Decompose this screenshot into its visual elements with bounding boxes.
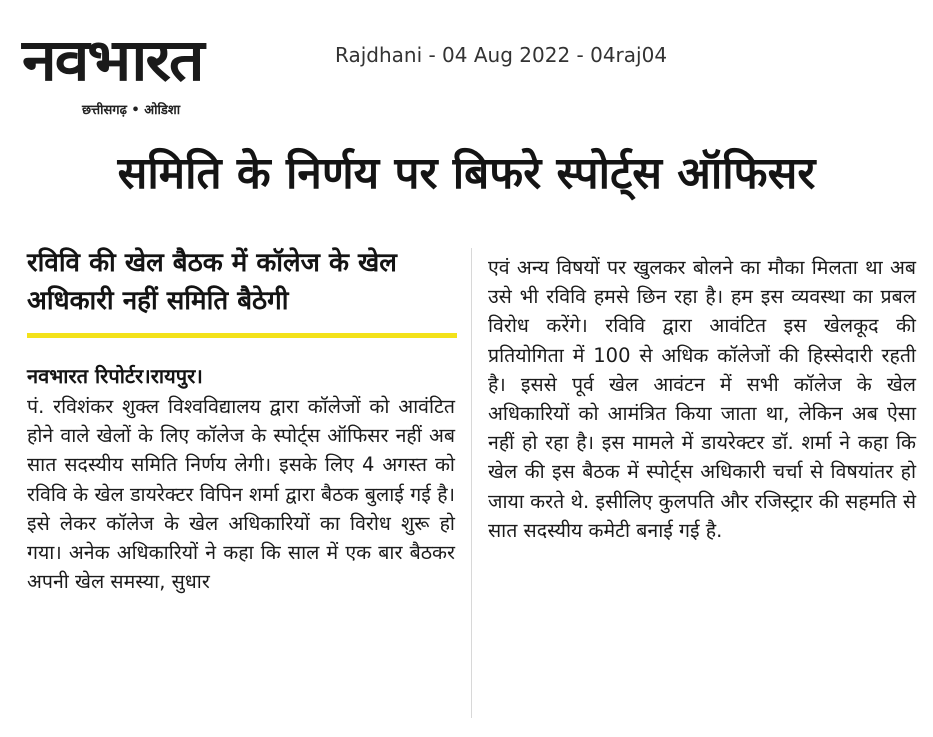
dateline: Rajdhani - 04 Aug 2022 - 04raj04	[335, 43, 668, 67]
article-body-right-column: एवं अन्य विषयों पर खुलकर बोलने का मौका मिलता था अब उसे भी रविवि हमसे छिन रहा है। हम इस व्यवस्था का प्रबल विरोध करेंगे। रविवि द्वारा आवंटित इस खेलकूद की प्रतियोगिता में 100 से अधिक कॉलेजों की हिस्सेदारी रहती है। इससे पूर्व खेल आवंटन में सभी कॉलेज के खेल अधिकारियों को आमंत्रित किया जाता था, लेकिन अब ऐसा नहीं हो रहा है। इस मामले में डायरेक्टर डॉ. शर्मा ने कहा कि खेल की इस बैठक में स्पोर्ट्स अधिकारी चर्चा से विषयांतर हो जाया करते थे. इसीलिए कुलपति और रजिस्ट्रार की सहमति से सात सदस्यीय कमेटी बनाई गई है.	[488, 256, 916, 542]
column-divider	[471, 248, 472, 718]
article-byline: नवभारत रिपोर्टर।रायपुर।	[27, 364, 203, 388]
subhead-rule	[27, 333, 457, 338]
edition-label: छत्तीसगढ़ • ओडिशा	[82, 103, 181, 118]
newspaper-logo: नवभारत	[22, 26, 203, 94]
masthead	[12, 22, 312, 122]
article-body-left-column: पं. रविशंकर शुक्ल विश्वविद्यालय द्वारा कॉलेजों को आवंटित होने वाले खेलों के लिए कॉलेज के स्पोर्ट्स ऑफिसर नहीं अब सात सदस्यीय समिति निर्णय लेगी। इसके लिए 4 अगस्त को रविवि के खेल डायरेक्टर विपिन शर्मा द्वारा बैठक बुलाई गई है। इसे लेकर कॉलेज के खेल अधिकारियों का विरोध शुरू हो गया। अनेक अधिकारियों ने कहा कि साल में एक बार बैठकर अपनी खेल समस्या, सुधार	[27, 395, 455, 594]
article-headline: समिति के निर्णय पर बिफरे स्पोर्ट्स ऑफिसर	[117, 148, 816, 199]
article-subhead: रविवि की खेल बैठक में कॉलेज के खेल अधिकारी नहीं समिति बैठेगी	[27, 248, 397, 316]
